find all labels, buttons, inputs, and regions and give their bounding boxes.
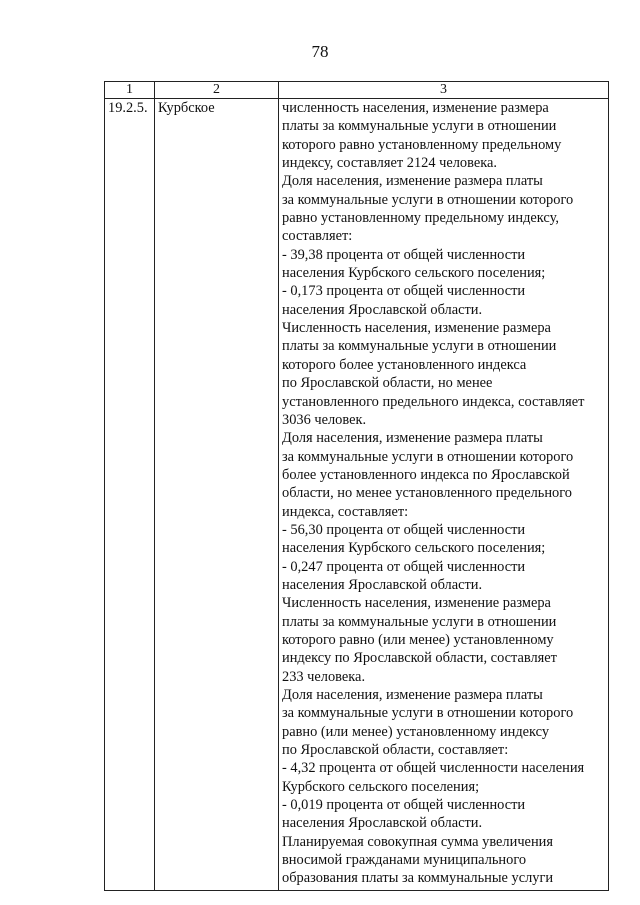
text-line: области, но менее установленного предельного xyxy=(282,485,572,502)
text-line: Доля населения, изменение размера платы xyxy=(282,687,543,703)
text-line: платы за коммунальные услуги в отношении xyxy=(282,118,557,135)
text-line: Численность населения, изменение размера xyxy=(282,595,551,612)
text-line: образования платы за коммунальные услуги xyxy=(282,870,554,887)
text-line: населения Ярославской области. xyxy=(282,576,483,593)
text-line: населения Курбского сельского поселения; xyxy=(282,540,546,557)
text-line: - 56,30 процента от общей численности xyxy=(282,521,526,538)
text-line: численность населения, изменение размера xyxy=(282,100,549,116)
text-line: равно (или менее) установленному индексу xyxy=(282,723,550,740)
row-text xyxy=(279,99,609,891)
text-line: Курбского сельского поселения; xyxy=(282,778,480,795)
text-line: по Ярославской области, составляет: xyxy=(282,742,509,759)
text-line: по Ярославской области, но менее xyxy=(282,375,493,392)
text-line: которого равно установленному предельному xyxy=(282,136,562,153)
column-header-1: 1 xyxy=(105,82,155,99)
text-line: которого более установленного индекса xyxy=(282,356,527,373)
text-line: более установленного индекса по Ярославской xyxy=(282,466,570,483)
text-line: установленного предельного индекса, составляет xyxy=(282,393,585,410)
text-line: 233 человека. xyxy=(282,668,366,685)
column-header-2: 2 xyxy=(155,82,279,99)
page-number: 78 xyxy=(311,42,329,61)
text-line: населения Курбского сельского поселения; xyxy=(282,265,546,282)
text-line: - 0,247 процента от общей численности xyxy=(282,558,526,575)
text-line: вносимой гражданами муниципального xyxy=(282,852,527,869)
text-line: за коммунальные услуги в отношении которого xyxy=(282,191,574,208)
text-line: населения Ярославской области. xyxy=(282,815,483,832)
text-line: Численность населения, изменение размера xyxy=(282,320,551,337)
text-line: - 0,173 процента от общей численности xyxy=(282,283,526,300)
row-name: Курбское xyxy=(155,99,279,891)
column-header-3: 3 xyxy=(279,82,609,99)
text-line: составляет: xyxy=(282,228,353,245)
text-line: за коммунальные услуги в отношении которого xyxy=(282,448,574,465)
table-row xyxy=(105,99,609,891)
text-line: индексу, составляет 2124 человека. xyxy=(282,155,497,172)
text-line: за коммунальные услуги в отношении которого xyxy=(282,705,574,722)
text-line: платы за коммунальные услуги в отношении xyxy=(282,338,557,355)
text-line: - 4,32 процента от общей численности населения xyxy=(282,760,585,777)
text-line: 3036 человек. xyxy=(282,411,367,428)
text-line: - 0,019 процента от общей численности xyxy=(282,797,526,814)
text-line: Планируемая совокупная сумма увеличения xyxy=(282,833,553,850)
text-line: индекса, составляет: xyxy=(282,503,409,520)
table-header-row xyxy=(105,82,609,99)
text-line: индексу по Ярославской области, составляет xyxy=(282,650,557,667)
text-line: населения Ярославской области. xyxy=(282,301,483,318)
text-line: Доля населения, изменение размера платы xyxy=(282,430,543,447)
text-line: - 39,38 процента от общей численности xyxy=(282,246,526,263)
document-table xyxy=(104,81,609,891)
text-line: Доля населения, изменение размера платы xyxy=(282,173,543,190)
text-line: равно установленному предельному индексу, xyxy=(282,210,559,227)
row-number: 19.2.5. xyxy=(105,99,155,891)
text-line: платы за коммунальные услуги в отношении xyxy=(282,613,557,630)
text-line: которого равно (или менее) установленному xyxy=(282,631,554,648)
